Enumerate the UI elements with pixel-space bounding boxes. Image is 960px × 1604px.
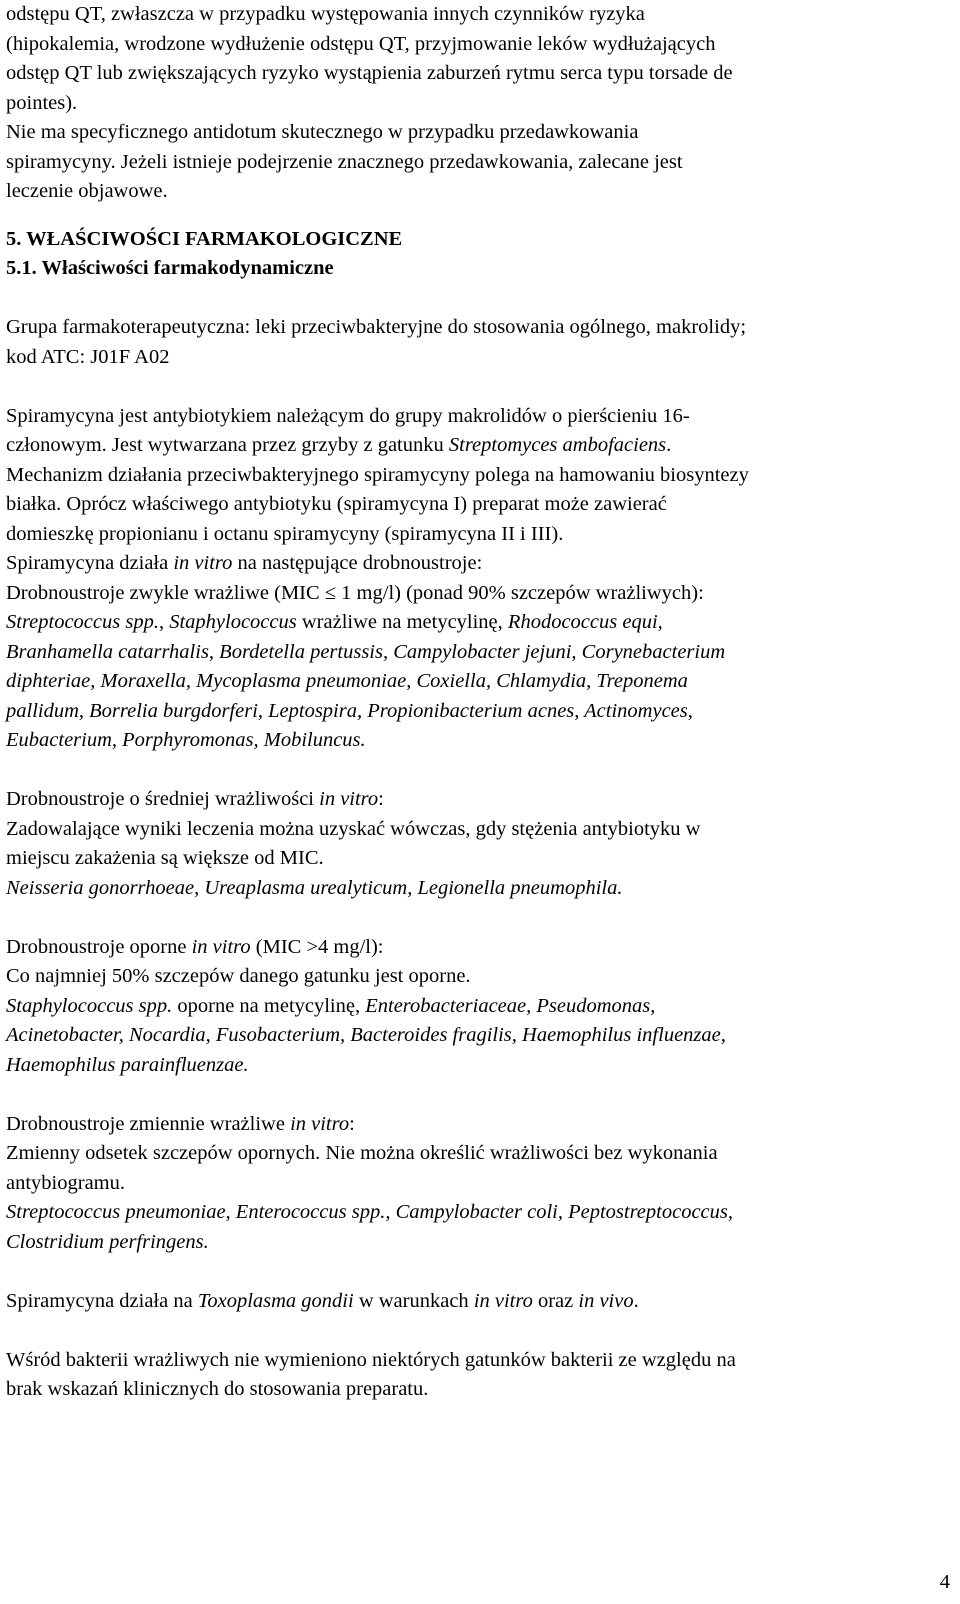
- text-line: odstępu QT, zwłaszcza w przypadku występowania innych czynników ryzyka: [6, 3, 645, 25]
- text-line: Haemophilus parainfluenzae.: [6, 1053, 249, 1076]
- text-line: Drobnoustroje o średniej wrażliwości in vitro:: [6, 788, 384, 810]
- text-line: Grupa farmakoterapeutyczna: leki przeciwbakteryjne do stosowania ogólnego, makrolidy;: [6, 316, 747, 338]
- text-line: Staphylococcus spp. oporne na metycylinę, Enterobacteriaceae, Pseudomonas,: [6, 994, 656, 1017]
- medium-susceptibility-paragraph: [6, 785, 946, 903]
- text-line: (hipokalemia, wrodzone wydłużenie odstępu QT, przyjmowanie leków wydłużających: [6, 32, 716, 55]
- section-heading: 5. WŁAŚCIWOŚCI FARMAKOLOGICZNE: [6, 227, 403, 250]
- text-line: Zmienny odsetek szczepów opornych. Nie można określić wrażliwości bez wykonania: [6, 1142, 718, 1164]
- page-number: 4: [939, 1571, 950, 1593]
- text-line: Mechanizm działania przeciwbakteryjnego spiramycyny polega na hamowaniu biosyntezy: [6, 463, 749, 486]
- text-line: Drobnoustroje zwykle wrażliwe (MIC ≤ 1 mg/l) (ponad 90% szczepów wrażliwych):: [6, 581, 704, 604]
- text-line: Zadowalające wyniki leczenia można uzyskać wówczas, gdy stężenia antybiotyku w: [6, 817, 701, 840]
- text-line: spiramycyny. Jeżeli istnieje podejrzenie znacznego przedawkowania, zalecane jest: [6, 150, 683, 173]
- description-paragraph: [6, 402, 946, 756]
- text-line: Branhamella catarrhalis, Bordetella pertussis, Campylobacter jejuni, Corynebacterium: [6, 640, 726, 663]
- text-line: leczenie objawowe.: [6, 180, 168, 202]
- intro-paragraph: [6, 0, 946, 207]
- text-line: Streptococcus spp., Staphylococcus wrażliwe na metycylinę, Rhodococcus equi,: [6, 611, 663, 633]
- text-line: antybiogramu.: [6, 1171, 125, 1194]
- text-line: Drobnoustroje zmiennie wrażliwe in vitro:: [6, 1112, 355, 1135]
- text-line: Clostridium perfringens.: [6, 1230, 209, 1253]
- variable-susceptibility-paragraph: [6, 1110, 946, 1258]
- text-line: pallidum, Borrelia burgdorferi, Leptospira, Propionibacterium acnes, Actinomyces,: [6, 699, 693, 722]
- text-line: Acinetobacter, Nocardia, Fusobacterium, Bacteroides fragilis, Haemophilus influenzae,: [6, 1024, 726, 1046]
- text-line: odstęp QT lub zwiększających ryzyko wystąpienia zaburzeń rytmu serca typu torsade de: [6, 62, 733, 84]
- text-line: brak wskazań klinicznych do stosowania preparatu.: [6, 1378, 429, 1400]
- text-line: pointes).: [6, 91, 78, 114]
- text-line: Nie ma specyficznego antidotum skutecznego w przypadku przedawkowania: [6, 121, 639, 143]
- closing-paragraph: [6, 1346, 946, 1405]
- text-line: Spiramycyna jest antybiotykiem należącym do grupy makrolidów o pierścieniu 16-: [6, 404, 690, 427]
- text-line: Neisseria gonorrhoeae, Ureaplasma urealyticum, Legionella pneumophila.: [6, 876, 623, 899]
- resistant-paragraph: [6, 933, 946, 1081]
- text-line: Eubacterium, Porphyromonas, Mobiluncus.: [6, 729, 366, 751]
- text-line: Drobnoustroje oporne in vitro (MIC >4 mg/l):: [6, 935, 384, 958]
- text-line: diphteriae, Moraxella, Mycoplasma pneumoniae, Coxiella, Chlamydia, Treponema: [6, 670, 688, 692]
- text-line: domieszkę propionianu i octanu spiramycyny (spiramycyna II i III).: [6, 522, 564, 545]
- document-page: [6, 0, 946, 1405]
- text-line: białka. Oprócz właściwego antybiotyku (spiramycyna I) preparat może zawierać: [6, 493, 667, 515]
- text-line: kod ATC: J01F A02: [6, 345, 170, 368]
- text-line: miejscu zakażenia są większe od MIC.: [6, 847, 324, 869]
- pharmacotherapeutic-group: [6, 313, 946, 372]
- text-line: Co najmniej 50% szczepów danego gatunku jest oporne.: [6, 965, 471, 987]
- text-line: Wśród bakterii wrażliwych nie wymieniono niektórych gatunków bakterii ze względu na: [6, 1348, 736, 1371]
- toxoplasma-line: Spiramycyna działa na Toxoplasma gondii w warunkach in vitro oraz in vivo.: [6, 1289, 639, 1312]
- text-line: członowym. Jest wytwarzana przez grzyby z gatunku Streptomyces ambofaciens.: [6, 434, 672, 456]
- text-line: Streptococcus pneumoniae, Enterococcus spp., Campylobacter coli, Peptostreptococcus,: [6, 1201, 733, 1223]
- text-line: Spiramycyna działa in vitro na następujące drobnoustroje:: [6, 552, 483, 574]
- subsection-heading: 5.1. Właściwości farmakodynamiczne: [6, 257, 334, 279]
